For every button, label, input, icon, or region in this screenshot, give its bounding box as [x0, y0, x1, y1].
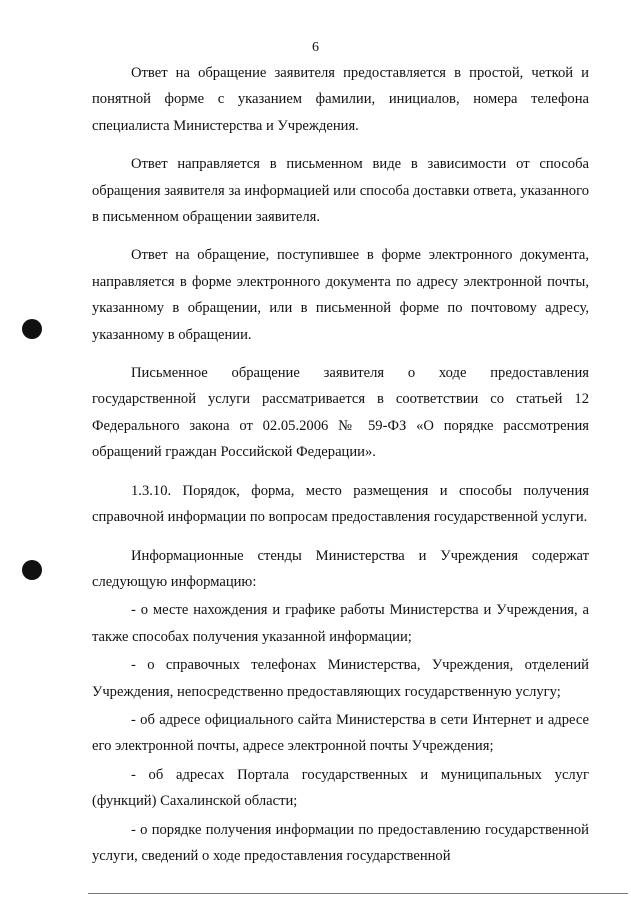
paragraph-answer-form: Ответ на обращение заявителя предоставляется в простой, четкой и понятной форме с указанием фамилии, инициалов, номера телефона специалиста Министерства и Учреждения. — [92, 65, 589, 134]
list-item-phones: - о справочных телефонах Министерства, Учреждения, отделений Учреждения, непосредственно предоставляющих государственную услугу; — [92, 657, 589, 700]
document-body — [92, 60, 589, 871]
list-item-location: - о месте нахождения и графике работы Министерства и Учреждения, а также способах получения указанной информации; — [92, 602, 589, 645]
list-item-procedure: - о порядке получения информации по предоставлению государственной услуги, сведений о ходе предоставления государственной — [92, 821, 589, 864]
page-number: 6 — [312, 40, 319, 55]
punch-hole-top — [22, 319, 42, 339]
section-heading-1-3-10: 1.3.10. Порядок, форма, место размещения и способы получения справочной информации по вопросам предоставления государственной услуги. — [92, 482, 589, 526]
paragraph-electronic-answer: Ответ на обращение, поступившее в форме электронного документа, направляется в форме электронного документа по адресу электронной почты, указанному в обращении, или в письменной форме по почтовому адресу, указанному в обращении. — [92, 247, 589, 343]
bottom-edge-line — [88, 893, 628, 894]
paragraph-info-stands: Информационные стенды Министерства и Учреждения содержат следующую информацию: — [92, 547, 589, 590]
paragraph-written-appeal: Письменное обращение заявителя о ходе предоставления государственной услуги рассматривается в соответствии со статьей 12 Федерального закона от 02.05.2006 № 59-ФЗ «О порядке рассмотрения обращений граждан Российской Федерации». — [92, 365, 589, 461]
punch-hole-bottom — [22, 560, 42, 580]
paragraph-answer-delivery: Ответ направляется в письменном виде в зависимости от способа обращения заявителя за информацией или способа доставки ответа, указанного в письменном обращении заявителя. — [92, 156, 589, 226]
list-item-website: - об адресе официального сайта Министерства в сети Интернет и адресе его электронной почты, адресе электронной почты Учреждения; — [92, 711, 589, 755]
list-item-portal: - об адресах Портала государственных и муниципальных услуг (функций) Сахалинской области; — [92, 766, 589, 810]
